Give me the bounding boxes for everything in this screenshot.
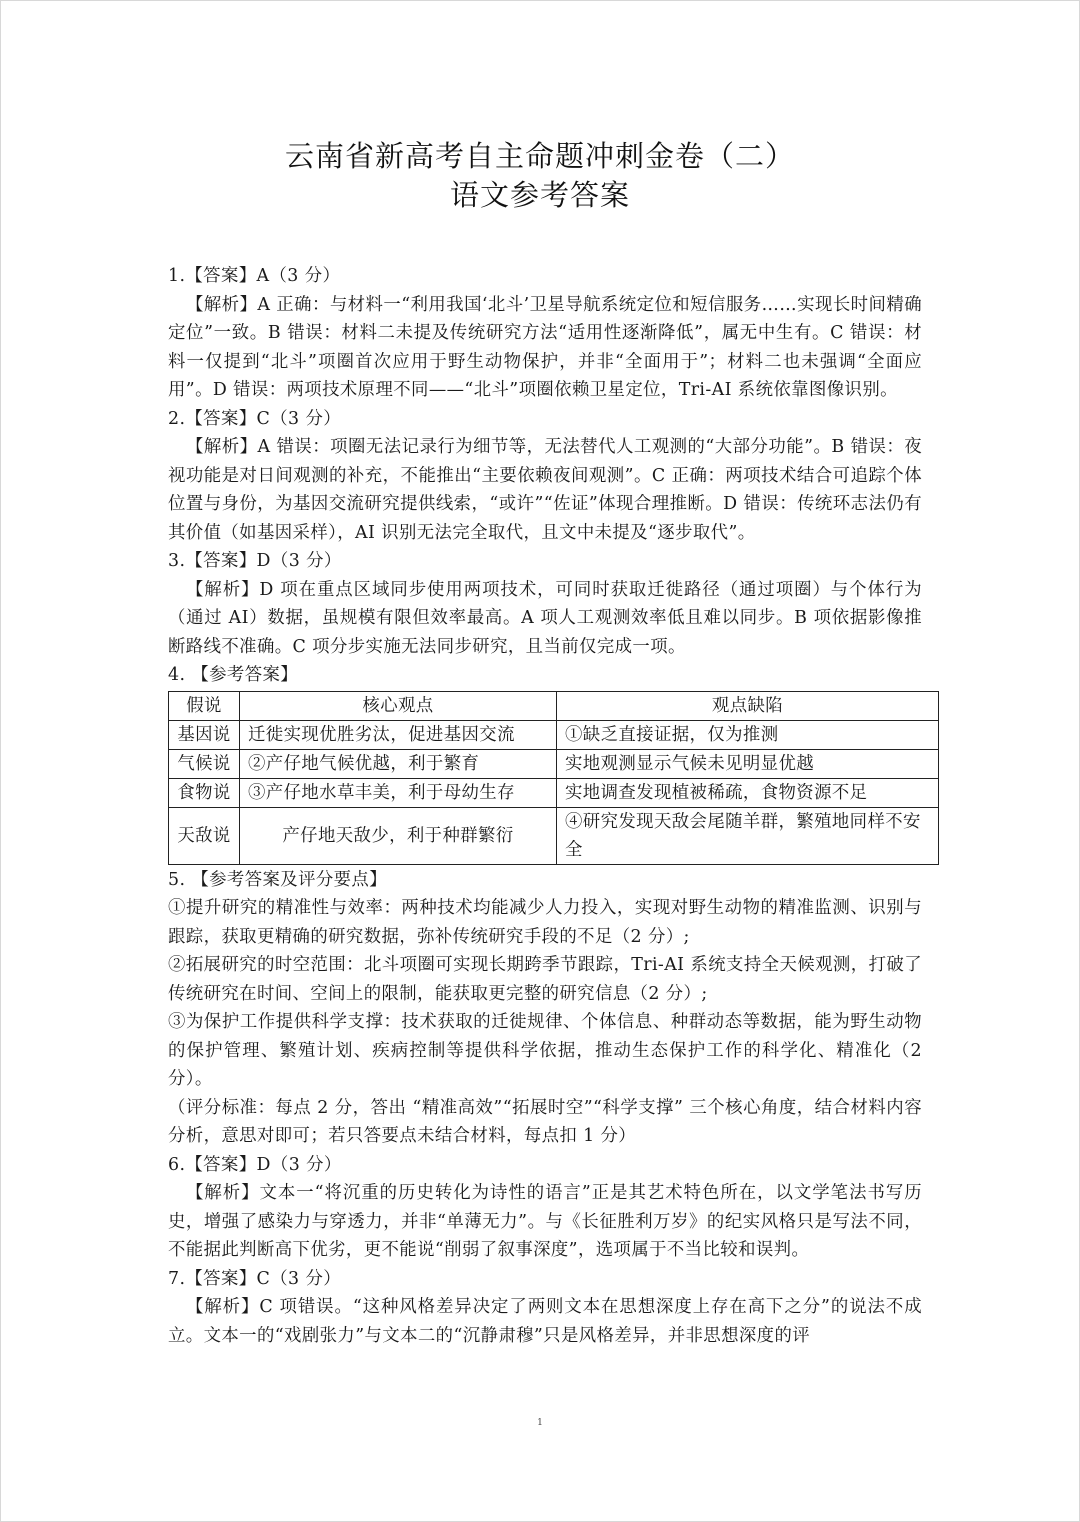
q3-answer: 3.【答案】D（3 分） — [168, 551, 342, 571]
table-cell: 食物说 — [169, 778, 240, 807]
q4-label: 4. 【参考答案】 — [168, 665, 299, 685]
table-header: 核心观点 — [240, 691, 557, 720]
q2-analysis: 【解析】A 错误：项圈无法记录行为细节等，无法替代人工观测的“大部分功能”。B 错误：夜视功能是对日间观测的补充，不能推出“主要依赖夜间观测”。C 正确：两项技术结合可追踪个体位置与身份，为基因交流研究提供线索，“或许”“佐证”体现合理推断。D 错误：传统环志法仍有其价值（如基因采样），AI 识别无法完全取代，且文中未提及“逐步取代”。 — [168, 437, 922, 543]
page-number: 1 — [537, 1418, 543, 1428]
q1-answer: 1.【答案】A（3 分） — [168, 266, 341, 286]
q5-point-2: ②拓展研究的时空范围：北斗项圈可实现长期跨季节跟踪，Tri-AI 系统支持全天候观测，打破了传统研究在时间、空间上的限制，能获取更完整的研究信息（2 分）; — [168, 955, 922, 1004]
document-title: 云南省新高考自主命题冲刺金卷（二） — [284, 139, 795, 173]
table-cell: 产仔地天敌少，利于种群繁衍 — [240, 807, 557, 864]
q7-analysis: 【解析】C 项错误。“这种风格差异决定了两则文本在思想深度上存在高下之分”的说法不成立。文本一的“戏剧张力”与文本二的“沉静肃穆”只是风格差异，并非思想深度的评 — [168, 1297, 922, 1346]
table-cell: 气候说 — [169, 749, 240, 778]
table-header-row — [169, 691, 939, 720]
table-cell: ②产仔地气候优越，利于繁育 — [240, 749, 557, 778]
q7-answer: 7.【答案】C（3 分） — [168, 1268, 342, 1289]
table-cell: ③产仔地水草丰美，利于母幼生存 — [240, 778, 557, 807]
table-cell: 实地调查发现植被稀疏，食物资源不足 — [557, 778, 939, 807]
q4-answer-table — [168, 691, 939, 865]
table-row — [169, 807, 939, 864]
table-row — [169, 749, 939, 778]
q6-analysis: 【解析】文本一“将沉重的历史转化为诗性的语言”正是其艺术特色所在，以文学笔法书写历史，增强了感染力与穿透力，并非“单薄无力”。与《长征胜利万岁》的纪实风格只是写法不同，不能据此判断高下优劣，更不能说“削弱了叙事深度”，选项属于不当比较和误判。 — [168, 1183, 922, 1260]
table-cell: 基因说 — [169, 720, 240, 749]
document-subtitle: 语文参考答案 — [449, 178, 630, 212]
table-row — [169, 720, 939, 749]
answer-content — [168, 262, 922, 1350]
table-cell: ④研究发现天敌会尾随羊群，繁殖地同样不安全 — [557, 807, 939, 864]
q5-point-3: ③为保护工作提供科学支撑：技术获取的迁徙规律、个体信息、种群动态等数据，能为野生动物的保护管理、繁殖计划、疾病控制等提供科学依据，推动生态保护工作的科学化、精准化（2 分）。 — [168, 1012, 922, 1089]
table-cell: 迁徙实现优胜劣汰，促进基因交流 — [240, 720, 557, 749]
q1-analysis: 【解析】A 正确：与材料一“利用我国‘北斗’卫星导航系统定位和短信服务……实现长时间精确定位”一致。B 错误：材料二未提及传统研究方法“适用性逐渐降低”，属无中生有。C 错误：材料一仅提到“北斗”项圈首次应用于野生动物保护，并非“全面用于”；材料二也未强调“全面应用”。D 错误：两项技术原理不同——“北斗”项圈依赖卫星定位，Tri-AI 系统依靠图像识别。 — [168, 294, 922, 400]
q2-answer: 2.【答案】C（3 分） — [168, 408, 342, 429]
q6-answer: 6.【答案】D（3 分） — [168, 1154, 342, 1175]
table-header: 观点缺陷 — [557, 691, 939, 720]
q5-scoring: （评分标准：每点 2 分，答出 “精准高效”“拓展时空”“科学支撑” 三个核心角度，结合材料内容分析，意思对即可；若只答要点未结合材料，每点扣 1 分） — [168, 1097, 922, 1146]
q5-label: 5. 【参考答案及评分要点】 — [168, 869, 388, 890]
table-header: 假说 — [169, 691, 240, 720]
q5-point-1: ①提升研究的精准性与效率：两种技术均能减少人力投入，实现对野生动物的精准监测、识别与跟踪，获取更精确的研究数据，弥补传统研究手段的不足（2 分）; — [168, 898, 922, 947]
table-row — [169, 778, 939, 807]
table-cell: 实地观测显示气候未见明显优越 — [557, 749, 939, 778]
table-cell: 天敌说 — [169, 807, 240, 864]
q3-analysis: 【解析】D 项在重点区域同步使用两项技术，可同时获取迁徙路径（通过项圈）与个体行为（通过 AI）数据，虽规模有限但效率最高。A 项人工观测效率低且难以同步。B 项依据影像推断路线不准确。C 项分步实施无法同步研究，且当前仅完成一项。 — [168, 579, 922, 657]
table-cell: ①缺乏直接证据，仅为推测 — [557, 720, 939, 749]
